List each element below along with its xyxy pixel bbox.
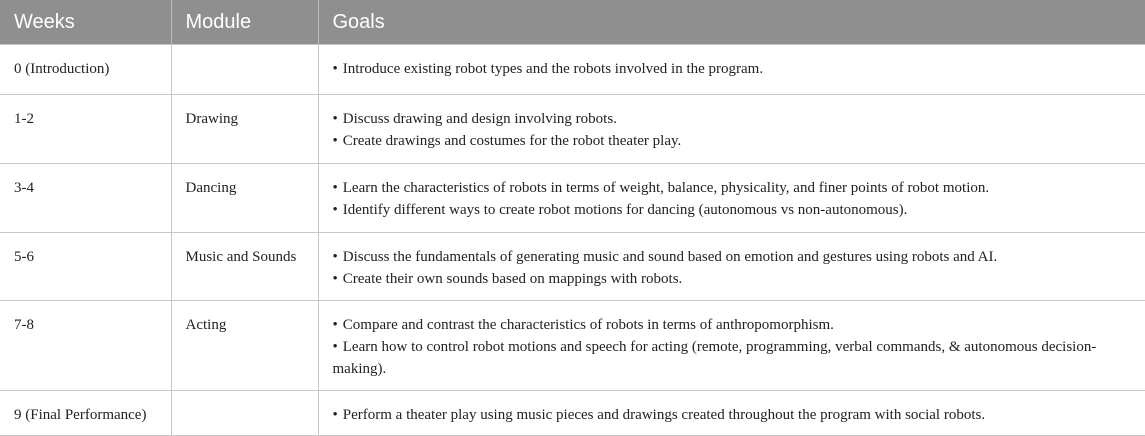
bullet-icon: • [333,133,338,149]
goals-cell [318,301,1145,391]
module-cell [171,45,318,95]
goal-text: Perform a theater play using music pieces and drawings created throughout the program with social robots. [343,407,985,423]
table-row [0,233,1145,301]
goal-text: Create drawings and costumes for the robot theater play. [343,133,682,149]
module-cell: Acting [171,301,318,391]
table-row [0,95,1145,164]
table-row [0,164,1145,233]
goal-text: Introduce existing robot types and the robots involved in the program. [343,61,763,77]
weeks-cell: 1-2 [0,95,171,164]
module-cell: Music and Sounds [171,233,318,301]
goal-item [333,130,1145,152]
goals-cell [318,233,1145,301]
goal-item [333,268,1145,290]
weeks-cell: 9 (Final Performance) [0,391,171,436]
weeks-cell: 3-4 [0,164,171,233]
goals-cell [318,164,1145,233]
bullet-icon: • [333,202,338,218]
table-header [0,0,1145,45]
goal-item [333,246,1145,268]
bullet-icon: • [333,317,338,333]
goal-text: Create their own sounds based on mappings with robots. [343,271,683,287]
goal-item [333,177,1145,199]
module-cell: Drawing [171,95,318,164]
goals-cell [318,95,1145,164]
goal-text: Identify different ways to create robot motions for dancing (autonomous vs non-autonomous). [343,202,908,218]
bullet-icon: • [333,61,338,77]
goal-text: Discuss the fundamentals of generating music and sound based on emotion and gestures using robots and AI. [343,249,997,265]
table-row [0,301,1145,391]
goal-item [333,199,1145,221]
goal-item [333,336,1145,380]
bullet-icon: • [333,339,338,355]
goal-text: Compare and contrast the characteristics of robots in terms of anthropomorphism. [343,317,834,333]
goal-item [333,314,1145,336]
goal-text: Discuss drawing and design involving robots. [343,111,617,127]
header-module: Module [171,0,318,45]
weeks-cell: 7-8 [0,301,171,391]
bullet-icon: • [333,180,338,196]
bullet-icon: • [333,249,338,265]
module-cell: Dancing [171,164,318,233]
goals-cell [318,45,1145,95]
bullet-icon: • [333,271,338,287]
goal-item [333,108,1145,130]
bullet-icon: • [333,111,338,127]
goal-text: Learn the characteristics of robots in terms of weight, balance, physicality, and finer points of robot motion. [343,180,989,196]
weeks-cell: 5-6 [0,233,171,301]
header-weeks: Weeks [0,0,171,45]
goal-item [333,58,1145,80]
table-row [0,45,1145,95]
header-row [0,0,1145,45]
weeks-cell: 0 (Introduction) [0,45,171,95]
bullet-icon: • [333,407,338,423]
header-goals: Goals [318,0,1145,45]
goal-text: Learn how to control robot motions and speech for acting (remote, programming, verbal commands, & autonomous decision-making). [333,339,1097,377]
goal-item [333,404,1145,426]
table-body [0,45,1145,436]
